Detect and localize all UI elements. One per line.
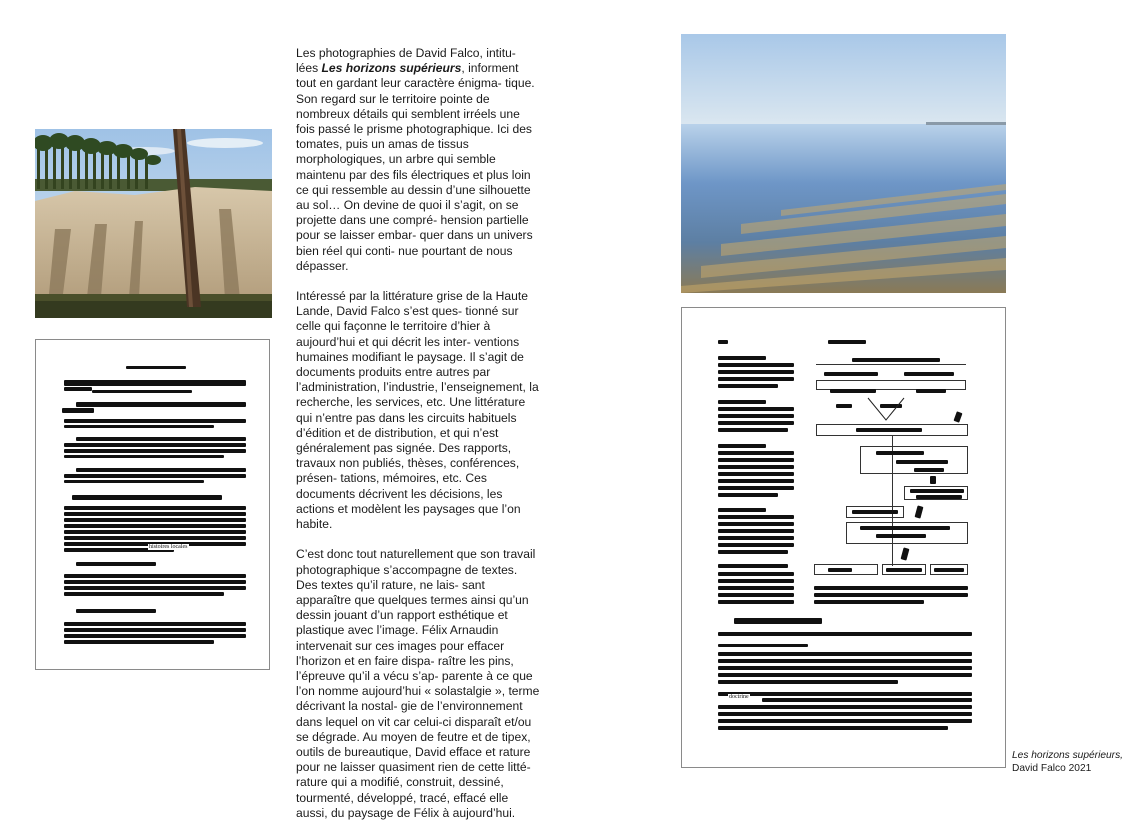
paragraph-2: Intéressé par la littérature grise de la Haute Lande, David Falco s’est ques- tionné sur celle qui façonne le territoire d’hier à aujourd’hui et qui décrit les inter- ventions humaines modifiant le paysage. Il s’agit de documents produits entre autres par l’administration, l’industrie, l’enseignement, la recherche, les services, etc. Une littérature qui n’entre pas dans les circuits habituels d’édition et de distribution, et qui n’est généralement pas signée. Des rapports, travaux non publiés, thèses, conférences, présen- tations, mémoires, etc. Ces documents décrivent les décisions, les actions et modèlent les paysages que l’on habite.	[296, 289, 539, 532]
figure-caption	[1012, 750, 1137, 775]
photo-lake	[681, 34, 1006, 293]
forest-image	[35, 129, 272, 318]
title-emphasis: Les horizons supérieurs	[321, 61, 462, 76]
visible-word: doctrine	[729, 694, 749, 700]
paragraph-1: Les photographies de David Falco, intitu- lées Les horizons supérieurs, informent tout en gardant leur caractère énigma- tique. Son regard sur le territoire pointe de nombreux détails qui semblent irréels une fois passé le prisme photographique. Ici des tomates, puis un amas de tissus morphologiques, un arbre qui semble maintenu par des fils électriques et plus loin ce qui ressemble au dessin d’une silhouette au sol… On devine de quoi il s’agit, on se projette dans une compré- hension partielle pour se laisser embar- quer dans un univers bien réel qui conti- nue pourtant de nous dépasser.	[296, 46, 535, 273]
redacted-document-left	[35, 339, 270, 670]
photo-forest	[35, 129, 272, 318]
body-text	[296, 46, 541, 836]
redacted-document-right	[681, 307, 1006, 768]
caption-title: Les horizons supérieurs,	[1012, 750, 1123, 761]
diagram-arrows	[866, 396, 906, 426]
lake-image	[681, 34, 1006, 293]
paragraph-3: C’est donc tout naturellement que son travail photographique s’accompagne de textes. Des textes qu’il rature, ne lais- sant apparaître que quelques termes ainsi qu’un dessin jouant d’un rapport esthétique et plastique avec l’image. Félix Arnaudin intervenait sur ces images pour effacer l’horizon et en faire dispa- raître les pins, l’épreuve qu’il a vécu s’ap- parente à ce que l’on nomme aujourd’hui « solastalgie », terme décrivant la nostal- gie de l’environnement dans lequel on vit car celui-ci disparaît et/ou se dégrade. Au moyen de feutre et de tipex, outils de bureautique, David efface et rature pour ne laisser quasiment rien de cette litté- rature qui a modifié, construit, dessiné, tourmenté, développé, tracé, effacé elle aussi, du paysage de Félix à aujourd’hui.	[296, 547, 540, 820]
visible-word: histoires locales	[149, 544, 188, 550]
caption-credit: David Falco 2021	[1012, 762, 1092, 774]
